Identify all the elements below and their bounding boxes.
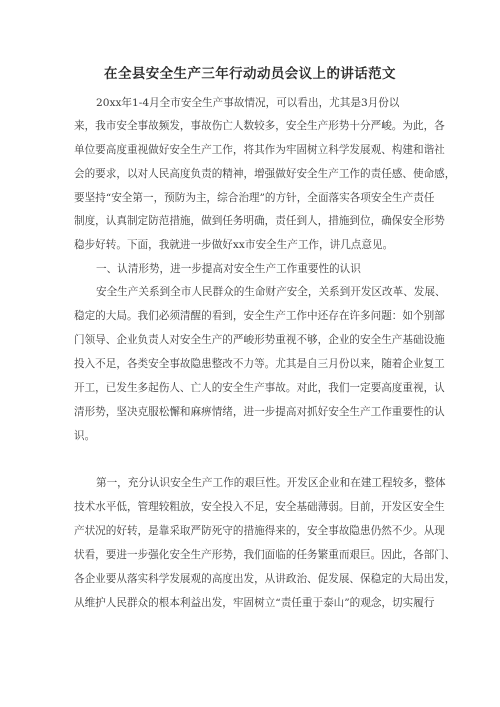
paragraph-line: 稳定的大局。我们必须清醒的看到，安全生产工作中还存在许多问题：如个别部 xyxy=(74,310,445,322)
paragraph-line: 来，我市安全事故频发，事故伤亡人数较多，安全生产形势十分严峻。为此，各 xyxy=(74,120,445,132)
paragraph-line: 稳步好转。下面，我就进一步做好xx市安全生产工作，讲几点意见。 xyxy=(74,239,394,251)
paragraph-line: 要坚持“安全第一，预防为主，综合治理”的方针，全面落实各项安全生产责任 xyxy=(74,192,435,204)
paragraph-line: 门领导、企业负责人对安全生产的严峻形势重视不够，企业的安全生产基础设施 xyxy=(74,334,445,346)
paragraph-line: 清形势，坚决克服松懈和麻痹情绪，进一步提高对抓好安全生产工作重要性的认 xyxy=(74,406,445,418)
document-title: 在全县安全生产三年行动动员会议上的讲话范文 xyxy=(104,66,396,82)
paragraph-line: 从维护人民群众的根本利益出发，牢固树立“责任重于泰山”的观念，切实履行 xyxy=(74,597,435,609)
paragraph-line: 20xx年1-4月全市安全生产事故情况，可以看出，尤其是3月份以 xyxy=(96,97,400,109)
paragraph-line: 单位要高度重视做好安全生产工作，将其作为牢固树立科学发展观、构建和谐社 xyxy=(74,144,445,156)
paragraph-line: 识。 xyxy=(74,430,96,442)
section-heading: 一、认清形势，进一步提高对安全生产工作重要性的认识 xyxy=(96,263,361,275)
paragraph-line: 会的要求，以对人民高度负责的精神，增强做好安全生产工作的责任感、使命感， xyxy=(74,168,456,180)
paragraph-line: 产状况的好转，是靠采取严防死守的措施得来的，安全事故隐患仍然不少。从现 xyxy=(74,525,445,537)
paragraph-line: 状看，要进一步强化安全生产形势，我们面临的任务繁重而艰巨。因此，各部门、 xyxy=(74,549,456,561)
paragraph-line: 第一，充分认识安全生产工作的艰巨性。开发区企业和在建工程较多，整体 xyxy=(96,477,446,489)
paragraph-line: 技术水平低，管理较粗放，安全投入不足，安全基础薄弱。目前，开发区安全生 xyxy=(74,501,445,513)
paragraph-line: 投入不足，各类安全事故隐患整改不力等。尤其是自三月份以来，随着企业复工 xyxy=(74,358,445,370)
paragraph-line: 开工，已发生多起伤人、亡人的安全生产事故。对此，我们一定要高度重视，认 xyxy=(74,382,445,394)
paragraph-line: 安全生产关系到全市人民群众的生命财产安全，关系到开发区改革、发展、 xyxy=(96,286,446,298)
paragraph-line: 各企业要从落实科学发展观的高度出发，从讲政治、促发展、保稳定的大局出发， xyxy=(74,573,456,585)
paragraph-line: 制度，认真制定防范措施，做到任务明确，责任到人，措施到位，确保安全形势 xyxy=(74,215,445,227)
